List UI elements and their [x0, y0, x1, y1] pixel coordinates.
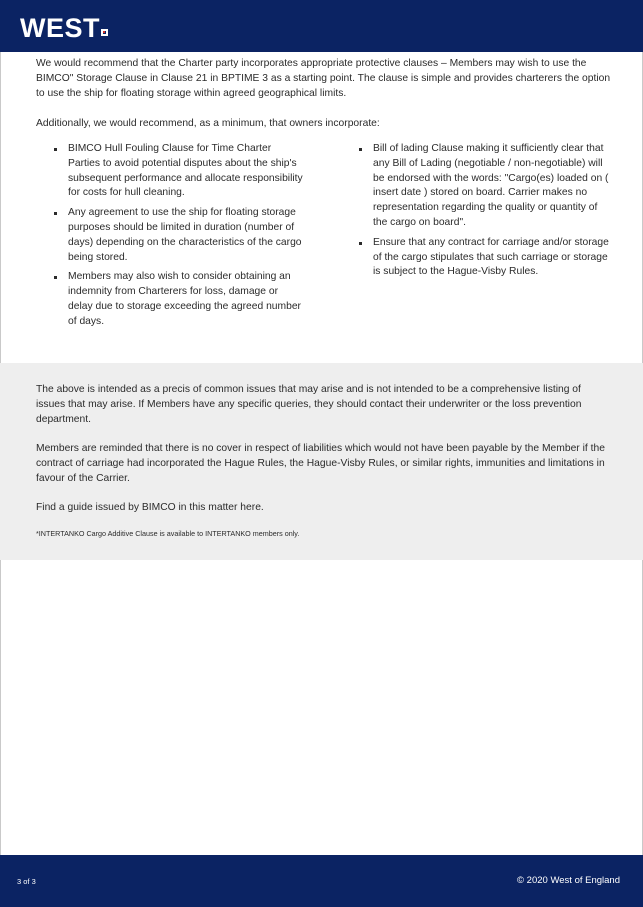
page-header: [0, 0, 643, 52]
footnote: *INTERTANKO Cargo Additive Clause is available to INTERTANKO members only.: [36, 529, 300, 538]
copyright-text: © 2020 West of England: [517, 875, 620, 886]
notice-content: [36, 382, 611, 553]
intro-paragraph: We would recommend that the Charter party incorporates appropriate protective clauses – Members may wish to use the BIMCO" Storage Clause in Clause 21 in BPTIME 3 as a starting point. The clause is simple and provides charterers the option to use the ship for floating storage within agreed geographical limits.: [36, 58, 611, 99]
precis-paragraph: The above is intended as a precis of common issues that may arise and is not intended to be a comprehensive listing of issues that may arise. If Members have any specific queries, they should contact their underwriter or the loss prevention department.: [36, 384, 582, 425]
page-number: 3 of 3: [17, 877, 36, 886]
additional-paragraph: Additionally, we would recommend, as a minimum, that owners incorporate:: [36, 118, 380, 129]
list-item: Bill of lading Clause making it sufficiently clear that any Bill of Lading (negotiable / non-negotiable) will be endorsed with the words: "Cargo(es) loaded on ( insert date ) stored on board. Carrier makes no representation regarding the quality or quantity of the cargo on board".: [359, 142, 609, 231]
list-item: Any agreement to use the ship for floating storage purposes should be limited in duration (number of days) depending on the characteristics of the cargo being stored.: [54, 206, 304, 265]
recommendation-columns: [36, 142, 611, 335]
right-column: [359, 142, 609, 335]
list-item: Ensure that any contract for carriage and/or storage of the cargo stipulates that such carriage or storage is subject to the Hague-Visby Rules.: [359, 236, 609, 280]
logo-square-icon: [101, 29, 108, 36]
right-bullet-list: [359, 142, 609, 280]
list-item: BIMCO Hull Fouling Clause for Time Charter Parties to avoid potential disputes about the ship's subsequent performance and allocate responsibility for costs for hull cleaning.: [54, 142, 304, 201]
list-item: Members may also wish to consider obtaining an indemnity from Charterers for loss, damage or delay due to storage exceeding the agreed number of days.: [54, 270, 304, 329]
left-column: [54, 142, 304, 335]
page-footer: [0, 855, 643, 907]
main-content: [36, 56, 611, 146]
cover-paragraph: Members are reminded that there is no cover in respect of liabilities which would not have been payable by the Member if the contract of carriage had incorporated the Hague Rules, the Hague-Visby Rules, or similar rights, immunities and limitations in favour of the Carrier.: [36, 443, 605, 484]
west-logo: WEST: [20, 13, 100, 43]
left-bullet-list: [54, 142, 304, 330]
guide-link-text[interactable]: Find a guide issued by BIMCO in this matter here.: [36, 502, 264, 513]
